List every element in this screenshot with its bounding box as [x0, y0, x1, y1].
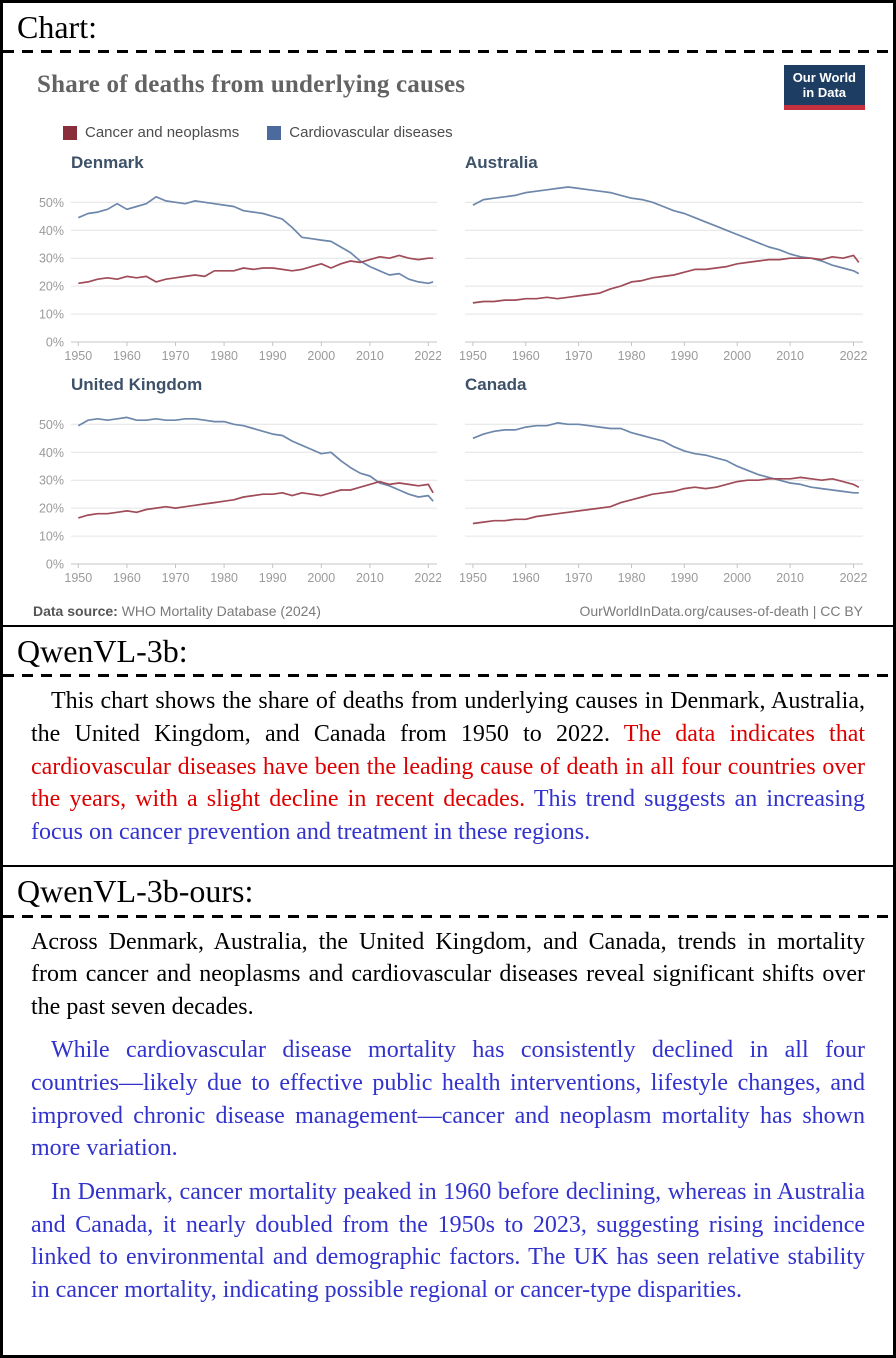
x-tick-label: 1970: [564, 571, 593, 586]
owid-logo-line2: in Data: [802, 85, 847, 101]
model-a-output: [3, 677, 893, 865]
series-line-cancer-and-neoplasms: [473, 255, 859, 303]
model-b-output: [3, 918, 893, 1324]
paragraph: [31, 685, 865, 848]
x-tick-label: 1950: [458, 571, 487, 586]
x-tick-label: 1980: [617, 571, 646, 586]
data-source-value: WHO Mortality Database (2024): [117, 603, 321, 620]
x-tick-label: 2000: [307, 349, 336, 364]
owid-chart: [3, 53, 893, 625]
x-tick-label: 1970: [564, 349, 593, 364]
facet-title: Australia: [465, 153, 538, 173]
y-tick-label: 50%: [38, 417, 64, 432]
owid-logo-line1: Our World: [792, 70, 856, 86]
owid-logo: [784, 65, 865, 110]
series-line-cancer-and-neoplasms: [78, 255, 433, 283]
x-tick-label: 1990: [258, 349, 287, 364]
facet-united-kingdom: [29, 373, 441, 593]
y-tick-label: 20%: [38, 501, 64, 516]
legend-swatch-icon: [63, 126, 77, 140]
chart-credit: OurWorldInData.org/causes-of-death | CC BY: [579, 603, 863, 620]
data-source: [33, 603, 321, 619]
y-tick-label: 50%: [38, 195, 64, 210]
facet-australia: [455, 151, 867, 371]
text-segment-red: The data indicates that cardiovascular diseases have been the leading cause of death in all four countries over the years, with a slight decline in recent decades.: [31, 720, 866, 813]
x-tick-label: 1960: [112, 571, 141, 586]
facet-plot: [29, 174, 441, 366]
facet-plot: [455, 174, 867, 366]
facet-canada: [455, 373, 867, 593]
text-segment-black: Across Denmark, Australia, the United Kingdom, and Canada, trends in mortality from cancer and neoplasms and cardiovascular diseases reveal significant shifts over the past seven decades.: [31, 928, 865, 1020]
y-tick-label: 30%: [38, 251, 64, 266]
text-segment-blue: This trend suggests an increasing focus on cancer prevention and treatment in these regions.: [31, 786, 865, 845]
chart-section: [3, 3, 893, 625]
x-tick-label: 2000: [307, 571, 336, 586]
x-tick-label: 1960: [112, 349, 141, 364]
series-line-cardiovascular-diseases: [473, 423, 859, 493]
facet-title: Denmark: [71, 153, 144, 173]
x-tick-label: 2010: [776, 349, 805, 364]
x-tick-label: 2022: [414, 571, 441, 586]
facet-title: United Kingdom: [71, 375, 203, 395]
facet-denmark: [29, 151, 441, 371]
chart-footer: [29, 593, 867, 625]
legend-swatch-icon: [267, 126, 281, 140]
legend-label: Cancer and neoplasms: [85, 124, 240, 142]
x-tick-label: 1980: [210, 571, 239, 586]
y-tick-label: 20%: [38, 279, 64, 294]
x-tick-label: 1950: [64, 349, 93, 364]
y-tick-label: 10%: [38, 307, 64, 322]
owid-chart-header: [29, 65, 867, 110]
chart-section-heading: Chart:: [17, 9, 97, 45]
x-tick-label: 1960: [511, 349, 540, 364]
x-tick-label: 1980: [617, 349, 646, 364]
paragraph: [31, 1034, 865, 1165]
x-tick-label: 1990: [670, 349, 699, 364]
series-line-cardiovascular-diseases: [78, 197, 433, 283]
y-tick-label: 10%: [38, 529, 64, 544]
y-tick-label: 0%: [45, 335, 64, 350]
paragraph: [31, 1176, 865, 1307]
x-tick-label: 1980: [210, 349, 239, 364]
x-tick-label: 1970: [161, 349, 190, 364]
text-segment-blue: While cardiovascular disease mortality has consistently declined in all four countries—likely due to effective public health interventions, lifestyle changes, and improved chronic disease management—cancer and neoplasm mortality has shown more variation.: [31, 1037, 865, 1162]
x-tick-label: 2022: [839, 571, 867, 586]
facet-plot: [455, 396, 867, 588]
x-tick-label: 1950: [458, 349, 487, 364]
x-tick-label: 2000: [723, 349, 752, 364]
x-tick-label: 2010: [355, 571, 384, 586]
x-tick-label: 2010: [776, 571, 805, 586]
facet-plot: [29, 396, 441, 588]
series-line-cancer-and-neoplasms: [78, 482, 433, 518]
text-segment-blue: In Denmark, cancer mortality peaked in 1960 before declining, whereas in Australia and Canada, it nearly doubled from the 1950s to 2023, suggesting rising incidence linked to environmental and demographic factors. The UK has seen relative stability in cancer mortality, indicating possible regional or cancer-type disparities.: [31, 1178, 865, 1303]
x-tick-label: 1990: [670, 571, 699, 586]
y-tick-label: 40%: [38, 223, 64, 238]
chart-title: Share of deaths from underlying causes: [37, 71, 466, 99]
chart-legend: [63, 124, 867, 141]
facet-title: Canada: [465, 375, 527, 395]
y-tick-label: 0%: [45, 557, 64, 572]
text-segment-black: This chart shows the share of deaths from underlying causes in Denmark, Australia, the United Kingdom, and Canada from 1950 to 2022.: [31, 688, 865, 747]
x-tick-label: 1990: [258, 571, 287, 586]
x-tick-label: 2000: [723, 571, 752, 586]
x-tick-label: 1970: [161, 571, 190, 586]
model-b-heading: QwenVL-3b-ours:: [17, 873, 254, 910]
x-tick-label: 2022: [839, 349, 867, 364]
y-tick-label: 30%: [38, 473, 64, 488]
x-tick-label: 1950: [64, 571, 93, 586]
series-line-cardiovascular-diseases: [78, 417, 433, 501]
paragraph: [31, 926, 865, 1024]
model-b-section: [3, 865, 893, 1323]
model-a-heading: QwenVL-3b:: [17, 633, 188, 670]
legend-item-cardiovascular-diseases: [267, 124, 452, 141]
legend-item-cancer-and-neoplasms: [63, 124, 239, 141]
model-a-section: [3, 625, 893, 865]
y-tick-label: 40%: [38, 445, 64, 460]
facet-grid: [29, 151, 867, 593]
x-tick-label: 2022: [414, 349, 441, 364]
data-source-label: Data source:: [33, 603, 118, 620]
legend-label: Cardiovascular diseases: [289, 124, 453, 142]
x-tick-label: 1960: [511, 571, 540, 586]
x-tick-label: 2010: [355, 349, 384, 364]
